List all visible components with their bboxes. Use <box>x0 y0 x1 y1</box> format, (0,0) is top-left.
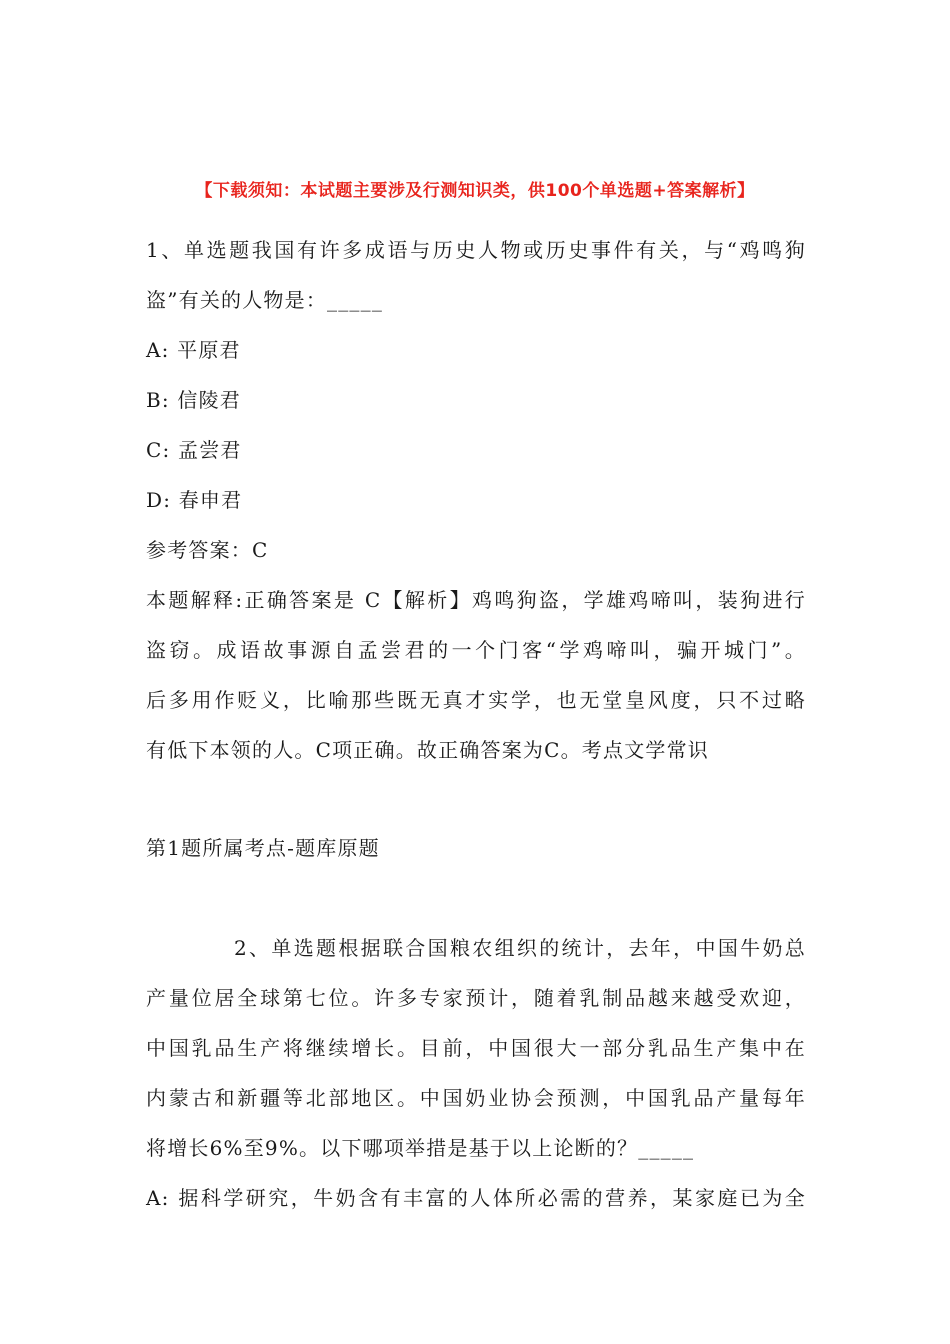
question-1-option-d: D: 春申君 <box>146 488 243 512</box>
question-1-option-a: A: 平原君 <box>146 338 241 362</box>
question-1-source: 第1题所属考点-题库原题 <box>146 836 380 860</box>
download-notice: 【下载须知：本试题主要涉及行测知识类，供100个单选题+答案解析】 <box>195 181 755 201</box>
question-2-text-line-1: 2、单选题根据联合国粮农组织的统计，去年，中国牛奶总 <box>234 936 806 960</box>
question-1-explanation-line-1: 本题解释:正确答案是 C【解析】鸡鸣狗盗，学雄鸡啼叫，装狗进行 <box>146 588 806 612</box>
question-1-explanation-line-2: 盗窃。成语故事源自孟尝君的一个门客“学鸡啼叫，骗开城门”。 <box>146 638 806 662</box>
question-2-text-line-3: 中国乳品生产将继续增长。目前，中国很大一部分乳品生产集中在 <box>146 1036 806 1060</box>
question-2-text-line-5: 将增长6%至9%。以下哪项举措是基于以上论断的？_____ <box>146 1136 695 1160</box>
question-1-explanation-line-3: 后多用作贬义，比喻那些既无真才实学，也无堂皇风度，只不过略 <box>146 688 806 712</box>
question-1-option-b: B: 信陵君 <box>146 388 241 412</box>
question-1-explanation-line-4: 有低下本领的人。C项正确。故正确答案为C。考点文学常识 <box>146 738 710 762</box>
question-1-answer: 参考答案：C <box>146 538 269 562</box>
question-2-text-line-4: 内蒙古和新疆等北部地区。中国奶业协会预测，中国乳品产量每年 <box>146 1086 806 1110</box>
question-1-text-line-2: 盗”有关的人物是：_____ <box>146 288 384 312</box>
question-2-text-line-2: 产量位居全球第七位。许多专家预计，随着乳制品越来越受欢迎， <box>146 986 806 1010</box>
question-2-option-a: A: 据科学研究，牛奶含有丰富的人体所必需的营养，某家庭已为全 <box>146 1186 806 1210</box>
question-1-text-line-1: 1、单选题我国有许多成语与历史人物或历史事件有关，与“鸡鸣狗 <box>146 238 806 262</box>
question-1-option-c: C: 孟尝君 <box>146 438 242 462</box>
